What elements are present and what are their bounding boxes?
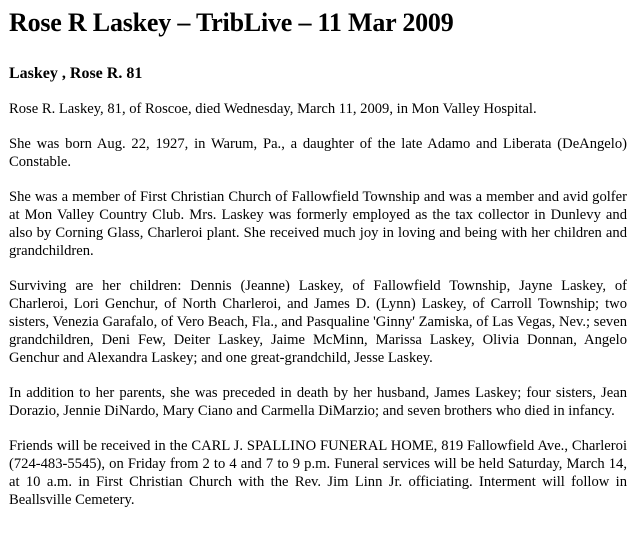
obituary-body: [9, 100, 627, 509]
paragraph-preceded: In addition to her parents, she was preceded in death by her husband, James Laskey; four sisters, Jean Dorazio, Jennie DiNardo, Mary Ciano and Carmella DiMarzio; and seven brothers who died in infancy.: [9, 385, 627, 419]
paragraph-services: Friends will be received in the CARL J. SPALLINO FUNERAL HOME, 819 Fallowfield Ave., Charleroi (724-483-5545), on Friday from 2 to 4 and 7 to 9 p.m. Funeral services will be held Saturday, March 14, at 10 a.m. in First Christian Church with the Rev. Jim Linn Jr. officiating. Interment will follow in Beallsville Cemetery.: [9, 438, 627, 508]
paragraph-death-notice: Rose R. Laskey, 81, of Roscoe, died Wednesday, March 11, 2009, in Mon Valley Hospital.: [9, 101, 537, 117]
page-title: Rose R Laskey – TribLive – 11 Mar 2009: [9, 8, 454, 37]
paragraph-birth: She was born Aug. 22, 1927, in Warum, Pa., a daughter of the late Adamo and Liberata (DeAngelo) Constable.: [9, 136, 627, 170]
obituary-name-heading: Laskey , Rose R. 81: [9, 65, 143, 82]
paragraph-life: She was a member of First Christian Church of Fallowfield Township and was a member and avid golfer at Mon Valley Country Club. Mrs. Laskey was formerly employed as the tax collector in Dunlevy and also by Corning Glass, Charleroi plant. She received much joy in loving and being with her children and grandchildren.: [9, 189, 627, 259]
paragraph-survivors: Surviving are her children: Dennis (Jeanne) Laskey, of Fallowfield Township, Jayne Laskey, of Charleroi, Lori Genchur, of North Charleroi, and James D. (Lynn) Laskey, of Carroll Township; two sisters, Venezia Garafalo, of Vero Beach, Fla., and Pasqualine 'Ginny' Zamiska, of Las Vegas, Nev.; seven grandchildren, Deni Few, Deiter Laskey, Jaime McMinn, Marissa Laskey, Olivia Donnan, Angelo Genchur and Alexandra Laskey; and one great-grandchild, Jesse Laskey.: [9, 278, 627, 366]
